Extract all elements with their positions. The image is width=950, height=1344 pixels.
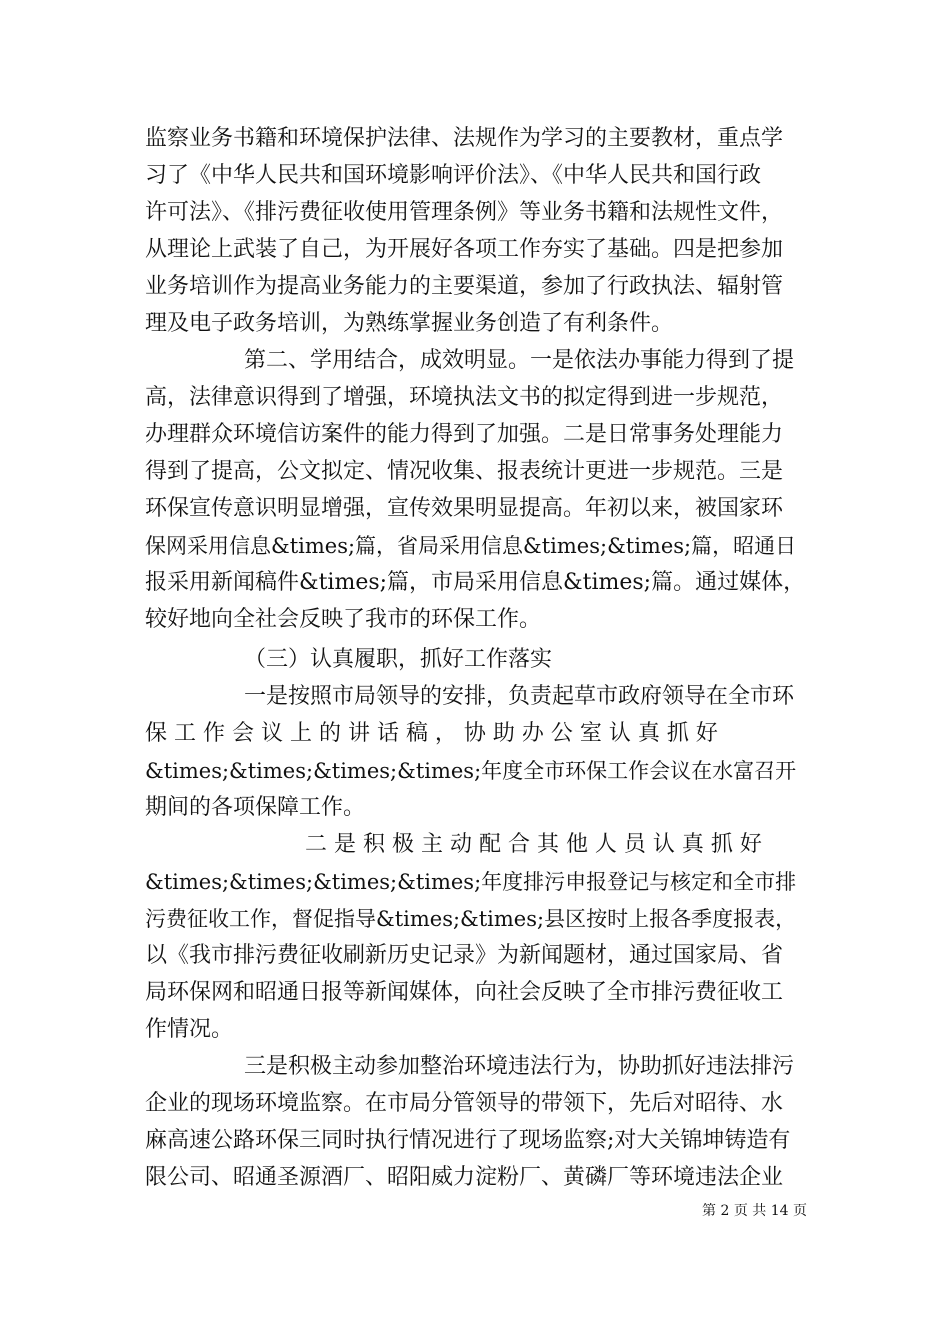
text-line: 三是积极主动参加整治环境违法行为，协助抓好违法排污 [244, 1054, 795, 1079]
text-line: 局环保网和昭通日报等新闻媒体，向社会反映了全市排污费征收工 [145, 980, 784, 1005]
text-line: 监察业务书籍和环境保护法律、法规作为学习的主要教材，重点学 [145, 126, 784, 151]
text-line: 许可法》、《排污费征收使用管理条例》等业务书籍和法规性文件， [145, 200, 784, 225]
text-line: 报采用新闻稿件&times;篇，市局采用信息&times;篇。通过媒体， [145, 570, 806, 595]
paragraph-heading: 第二、学用结合，成效明显。一是依法办事能力得到了提 [244, 348, 795, 373]
section-heading: （三）认真履职，抓好工作落实 [244, 647, 553, 672]
page-number-footer: 第 2 页 共 14 页 [702, 1203, 807, 1219]
text-line: 高，法律意识得到了增强，环境执法文书的拟定得到进一步规范， [145, 385, 784, 410]
text-line: 期间的各项保障工作。 [145, 795, 366, 820]
text-line: 环保宣传意识明显增强，宣传效果明显提高。年初以来，被国家环 [145, 496, 784, 521]
text-line: 理及电子政务培训，为熟练掌握业务创造了有利条件。 [145, 311, 674, 336]
text-line: 业务培训作为提高业务能力的主要渠道，参加了行政执法、辐射管 [145, 274, 784, 299]
text-line: &times;&times;&times;&times;年度全市环保工作会议在水富召开 [145, 759, 797, 783]
text-line: 从理论上武装了自己，为开展好各项工作夯实了基础。四是把参加 [145, 237, 784, 262]
text-line: 保网采用信息&times;篇，省局采用信息&times;&times;篇，昭通日 [145, 534, 797, 558]
text-line: 保 工 作 会 议 上 的 讲 话 稿 ， 协 助 办 公 室 认 真 抓 好 [145, 721, 718, 746]
text-line: 以《我市排污费征收刷新历史记录》为新闻题材，通过国家局、省 [145, 943, 784, 968]
text-line: 习了《中华人民共和国环境影响评价法》、《中华人民共和国行政 [145, 163, 762, 188]
text-line: 污费征收工作，督促指导&times;&times;县区按时上报各季度报表， [145, 907, 797, 931]
text-line: 二 是 积 极 主 动 配 合 其 他 人 员 认 真 抓 好 [305, 832, 762, 857]
text-line: 麻高速公路环保三同时执行情况进行了现场监察;对大关锦坤铸造有 [145, 1128, 791, 1153]
text-line: 办理群众环境信访案件的能力得到了加强。二是日常事务处理能力 [145, 422, 784, 447]
text-line: &times;&times;&times;&times;年度排污申报登记与核定和全市排 [145, 870, 797, 894]
text-line: 较好地向全社会反映了我市的环保工作。 [145, 607, 542, 632]
text-line: 限公司、昭通圣源酒厂、昭阳威力淀粉厂、黄磷厂等环境违法企业 [145, 1165, 784, 1190]
text-line: 一是按照市局领导的安排，负责起草市政府领导在全市环 [244, 684, 795, 709]
text-line: 得到了提高，公文拟定、情况收集、报表统计更进一步规范。三是 [145, 459, 784, 484]
text-line: 企业的现场环境监察。在市局分管领导的带领下，先后对昭待、水 [145, 1091, 784, 1116]
text-line: 作情况。 [145, 1017, 234, 1042]
